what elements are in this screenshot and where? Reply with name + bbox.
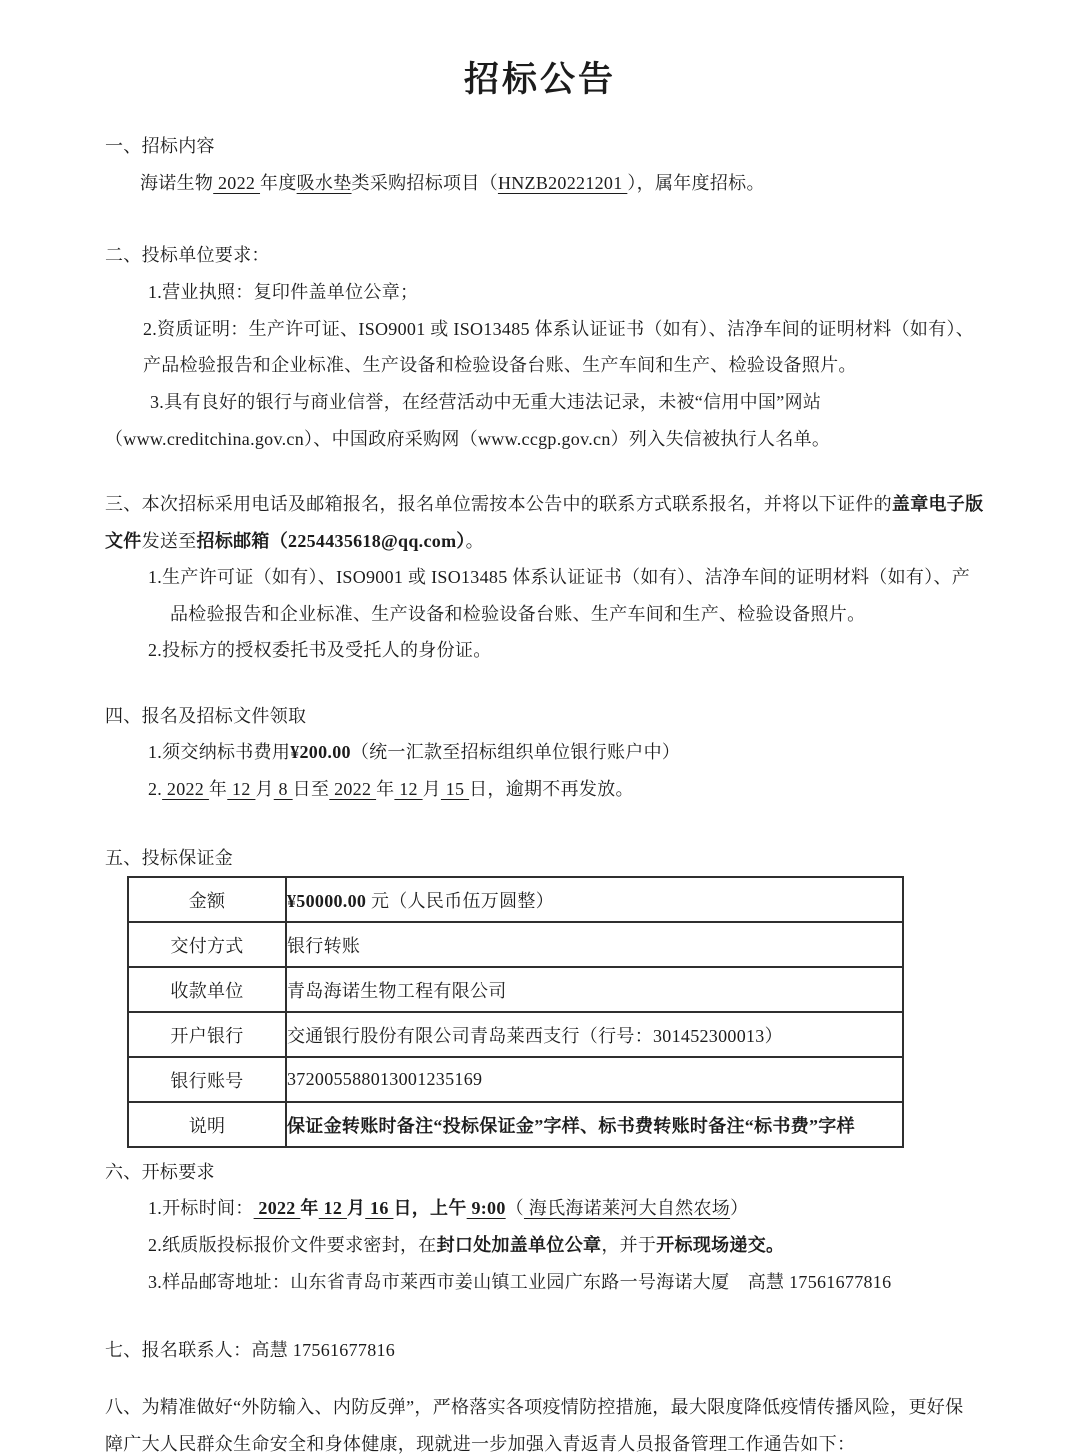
row-label: 金额 bbox=[128, 877, 286, 922]
row-label: 银行账号 bbox=[128, 1057, 286, 1102]
project-code: HNZB20221201 bbox=[497, 173, 628, 193]
row-value: 372005588013001235169 bbox=[286, 1057, 903, 1102]
text-run: 月 bbox=[346, 1198, 366, 1218]
end-day: 15 bbox=[440, 779, 470, 799]
text-run: 1.须交纳标书费用 bbox=[148, 742, 291, 762]
seal-requirement: 封口处加盖单位公章 bbox=[436, 1235, 602, 1255]
table-row-amount bbox=[128, 877, 903, 922]
section-2-item-2: 2.资质证明：生产许可证、ISO9001 或 ISO13485 体系认证证书（如有）、洁净车间的证明材料（如有）、 bbox=[143, 319, 975, 339]
text-run: ） bbox=[730, 1198, 749, 1218]
table-row-account bbox=[128, 1057, 903, 1102]
text-run: 1.开标时间： bbox=[148, 1198, 254, 1218]
section-6-item-3: 3.样品邮寄地址：山东省青岛市莱西市姜山镇工业园广东路一号海诺大厦 高慧 17561677816 bbox=[148, 1272, 892, 1292]
text-run: 月 bbox=[422, 779, 441, 799]
start-day: 8 bbox=[273, 779, 293, 799]
table-row-payee bbox=[128, 967, 903, 1012]
section-1-heading: 一、招标内容 bbox=[105, 136, 215, 156]
text-run: （统一汇款至招标组织单位银行账户中） bbox=[350, 742, 681, 762]
section-2-item-3-cont: （www.creditchina.gov.cn）、中国政府采购网（www.ccgp.gov.cn）列入失信被执行人名单。 bbox=[105, 429, 831, 449]
text-run: 日，上午 bbox=[393, 1198, 467, 1218]
tender-project-line bbox=[140, 171, 765, 195]
section-3-item-2: 2.投标方的授权委托书及受托人的身份证。 bbox=[148, 640, 492, 660]
section-3-heading-line-1 bbox=[105, 492, 983, 516]
table-row-bank bbox=[128, 1012, 903, 1057]
section-2-item-1: 1.营业执照：复印件盖单位公章； bbox=[148, 282, 419, 302]
section-6-item-2 bbox=[148, 1233, 784, 1257]
text-run: （ bbox=[505, 1198, 524, 1218]
submit-requirement: 开标现场递交。 bbox=[656, 1235, 785, 1255]
section-2-item-3: 3.具有良好的银行与商业信誉，在经营活动中无重大违法记录，未被“信用中国”网站 bbox=[150, 392, 822, 412]
text-run: 三、本次招标采用电话及邮箱报名，报名单位需按本公告中的联系方式联系报名，并将以下证件的 bbox=[105, 494, 892, 514]
end-month: 12 bbox=[394, 779, 423, 799]
row-value: 交通银行股份有限公司青岛莱西支行（行号：301452300013） bbox=[286, 1012, 903, 1057]
section-2-item-2-cont: 产品检验报告和企业标准、生产设备和检验设备台账、生产车间和生产、检验设备照片。 bbox=[143, 355, 857, 375]
text-run: 日，逾期不再发放。 bbox=[469, 779, 634, 799]
section-4-item-2 bbox=[148, 777, 634, 801]
document-title: 招标公告 bbox=[463, 60, 616, 99]
open-time: 9:00 bbox=[466, 1198, 506, 1218]
text-run: 元（人民币伍万圆整） bbox=[366, 890, 555, 911]
start-month: 12 bbox=[227, 779, 256, 799]
section-2-heading: 二、投标单位要求： bbox=[105, 245, 270, 265]
section-4-item-1 bbox=[148, 740, 680, 764]
section-3-heading-line-2 bbox=[105, 529, 484, 553]
row-label: 交付方式 bbox=[128, 922, 286, 967]
tender-email: 招标邮箱（2254435618@qq.com） bbox=[196, 531, 466, 551]
text-run: 。 bbox=[465, 531, 484, 551]
text-run: 文件 bbox=[105, 531, 142, 551]
row-value: 银行转账 bbox=[286, 922, 903, 967]
open-location: 海氏海诺莱河大自然农场 bbox=[523, 1198, 731, 1218]
text-run: ，并于 bbox=[601, 1235, 657, 1255]
section-4-heading: 四、报名及招标文件领取 bbox=[105, 706, 307, 726]
project-year: 2022 bbox=[213, 173, 261, 193]
row-value bbox=[286, 1102, 903, 1147]
start-year: 2022 bbox=[162, 779, 209, 799]
open-day: 16 bbox=[365, 1198, 394, 1218]
row-value bbox=[286, 877, 903, 922]
deposit-table bbox=[127, 876, 904, 1148]
section-7-heading: 七、报名联系人：高慧 17561677816 bbox=[105, 1340, 396, 1360]
row-label: 开户银行 bbox=[128, 1012, 286, 1057]
section-6-item-1 bbox=[148, 1196, 748, 1220]
section-8-line-1: 八、为精准做好“外防输入、内防反弹”，严格落实各项疫情防控措施，最大限度降低疫情传播风险，更好保 bbox=[105, 1397, 964, 1417]
text-run: ），属年度招标。 bbox=[627, 173, 765, 193]
doc-fee-amount: ¥200.00 bbox=[290, 742, 351, 762]
end-year: 2022 bbox=[329, 779, 377, 799]
row-label: 说明 bbox=[128, 1102, 286, 1147]
text-run: 年 bbox=[208, 779, 228, 799]
row-value: 青岛海诺生物工程有限公司 bbox=[286, 967, 903, 1012]
section-3-item-1: 1.生产许可证（如有）、ISO9001 或 ISO13485 体系认证证书（如有）、洁净车间的证明材料（如有）、产 bbox=[148, 567, 971, 587]
section-3-item-1-cont: 品检验报告和企业标准、生产设备和检验设备台账、生产车间和生产、检验设备照片。 bbox=[170, 604, 866, 624]
row-label: 收款单位 bbox=[128, 967, 286, 1012]
table-row-payment-method bbox=[128, 922, 903, 967]
text-run: 发送至 bbox=[141, 531, 197, 551]
text-run: 年 bbox=[376, 779, 395, 799]
text-run: 2. bbox=[148, 779, 163, 799]
section-5-heading: 五、投标保证金 bbox=[105, 848, 234, 868]
stamped-ecopy-label: 盖章电子版 bbox=[891, 494, 984, 514]
text-run: 年 bbox=[300, 1198, 319, 1218]
text-run: 海诺生物 bbox=[140, 173, 214, 193]
project-item: 吸水垫 bbox=[296, 173, 352, 193]
text-run: 2.纸质版投标报价文件要求密封，在 bbox=[148, 1235, 437, 1255]
open-month: 12 bbox=[318, 1198, 347, 1218]
table-row-note bbox=[128, 1102, 903, 1147]
text-run: 日至 bbox=[292, 779, 330, 799]
transfer-note: 保证金转账时备注“投标保证金”字样、标书费转账时备注“标书费”字样 bbox=[287, 1115, 855, 1136]
open-year: 2022 bbox=[253, 1198, 301, 1218]
deposit-amount: ¥50000.00 bbox=[287, 890, 367, 911]
text-run: 月 bbox=[255, 779, 274, 799]
text-run: 类采购招标项目（ bbox=[351, 173, 498, 193]
section-6-heading: 六、开标要求 bbox=[105, 1162, 215, 1182]
section-8-line-2: 障广大人民群众生命安全和身体健康，现就进一步加强入青返青人员报备管理工作通告如下： bbox=[105, 1434, 856, 1454]
text-run: 年度 bbox=[260, 173, 297, 193]
